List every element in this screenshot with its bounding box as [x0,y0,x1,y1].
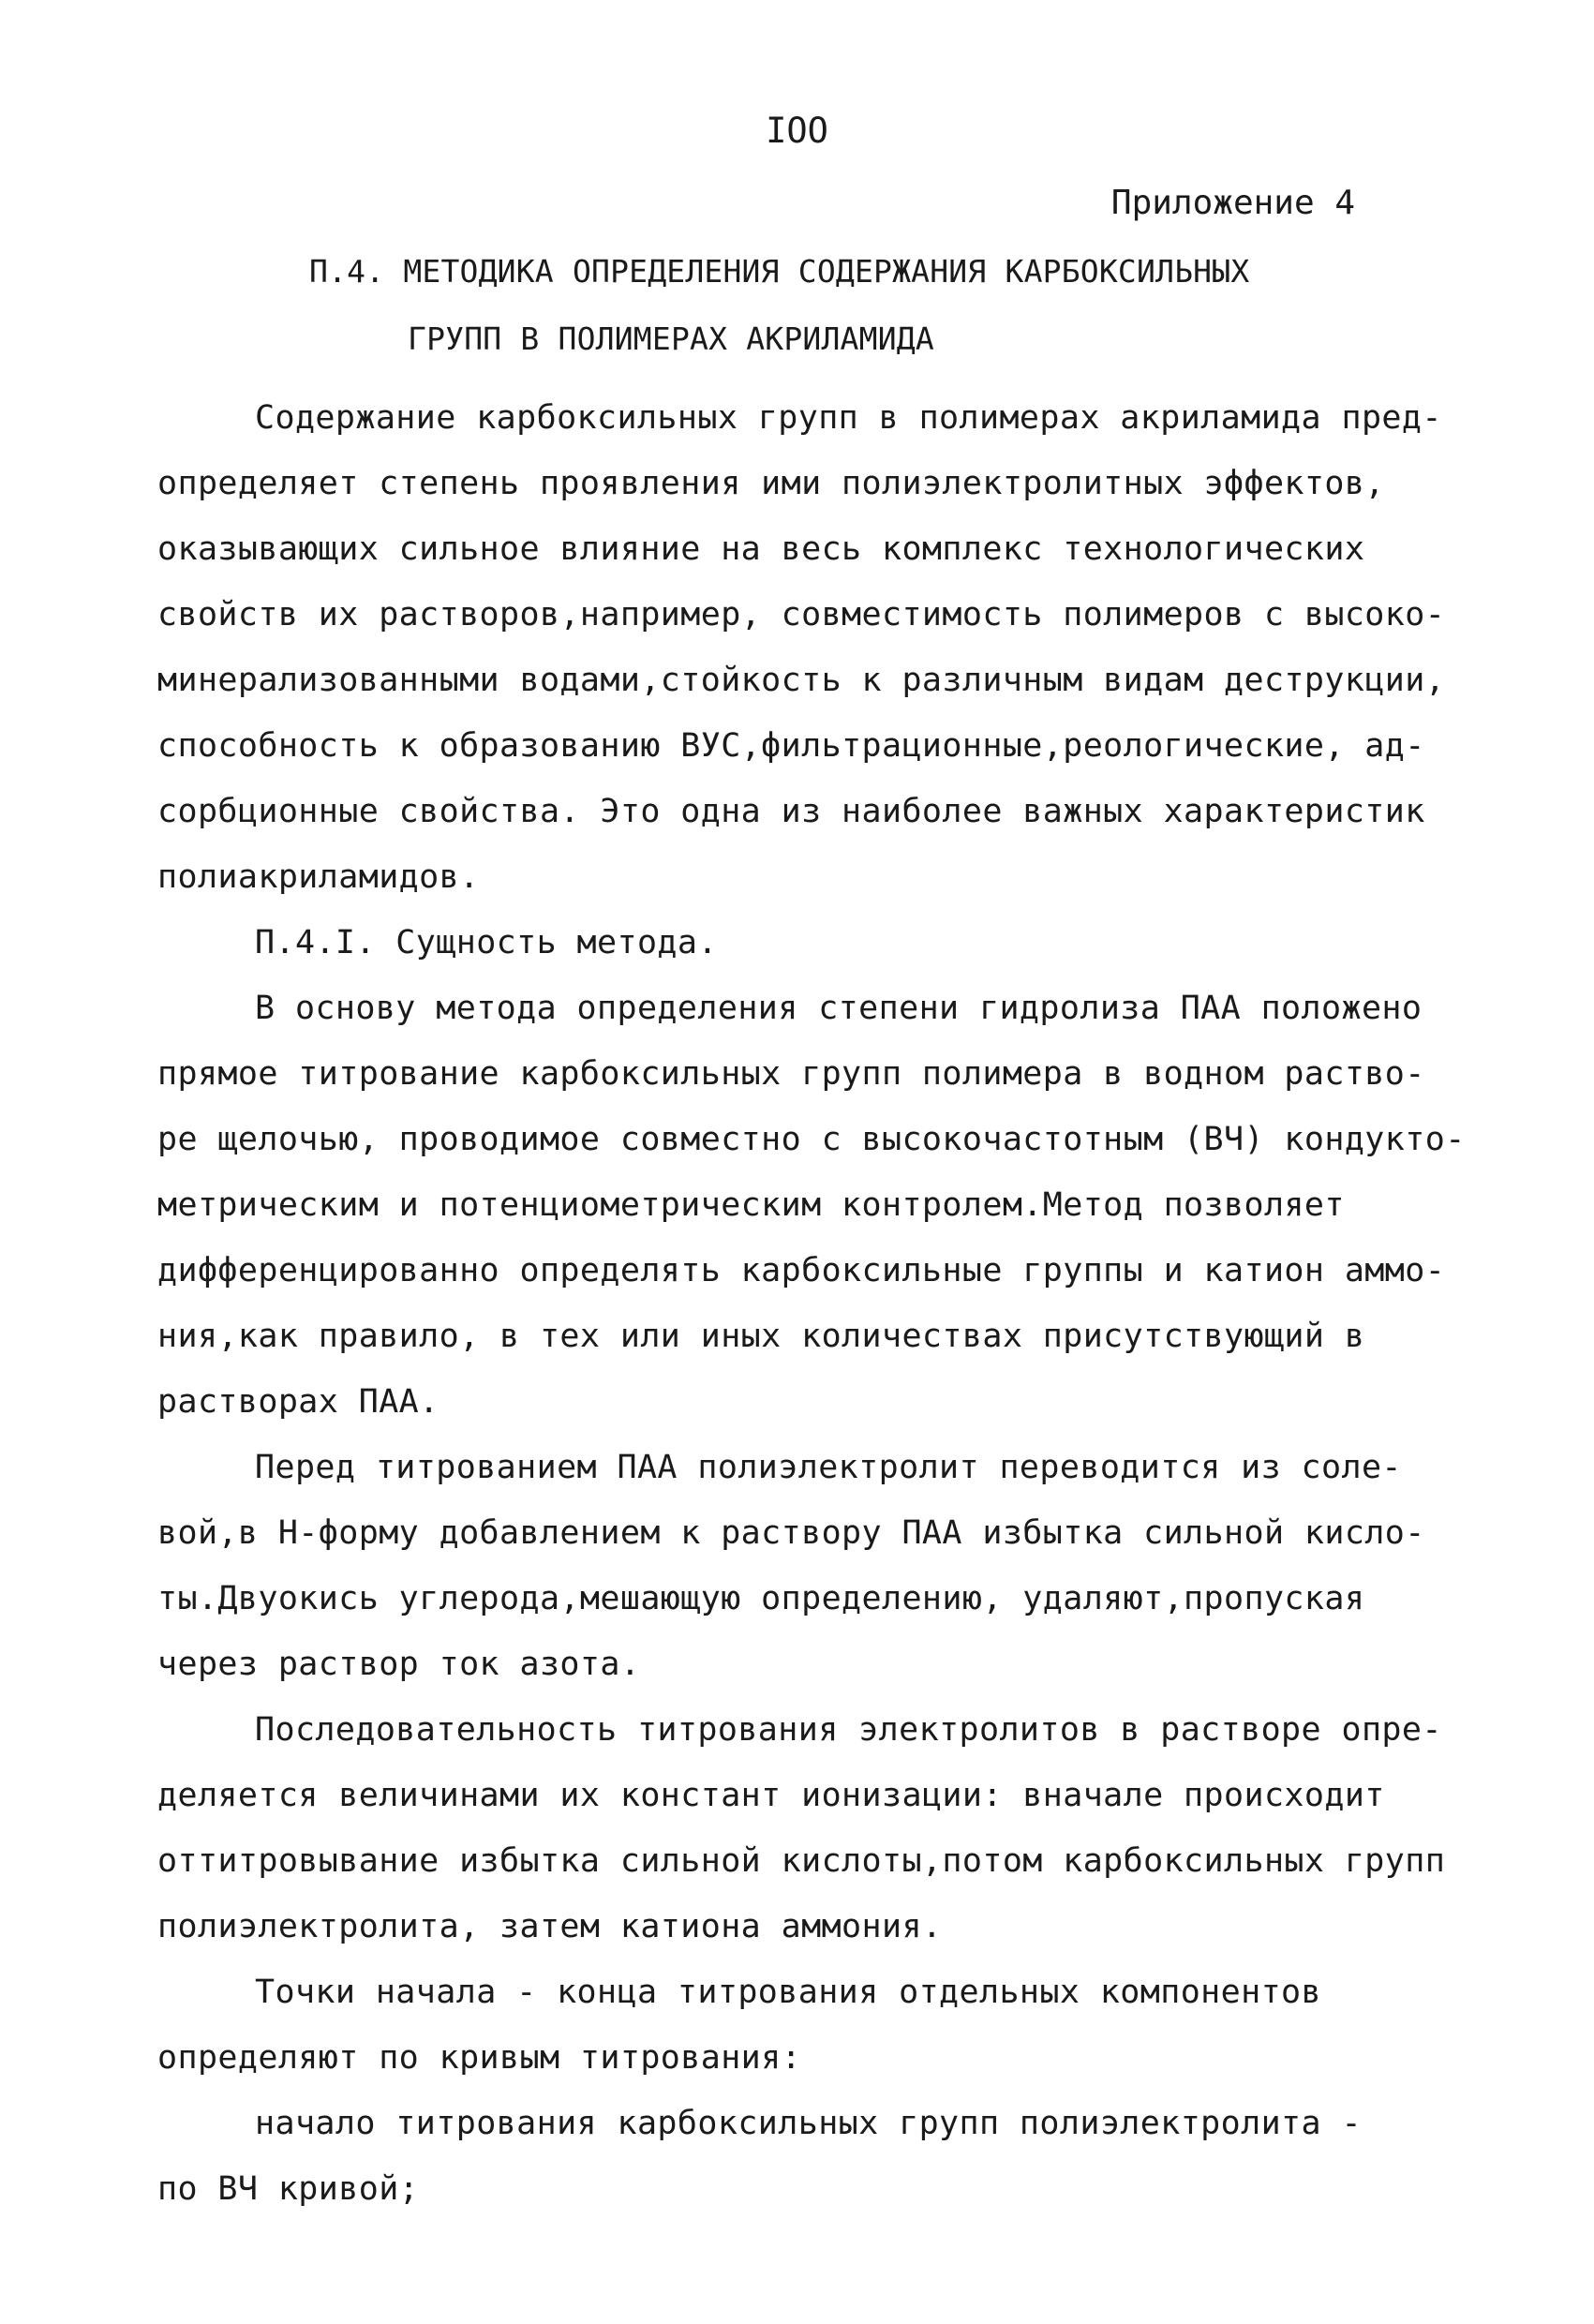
paragraph1-line: минерализованными водами,стойкость к различным видам деструкции, [157,662,1446,699]
page-number: IOO [766,111,828,151]
paragraph4-line: деляется величинами их констант ионизации: вначале происходит [157,1777,1385,1814]
paragraph4-line: полиэлектролита, затем катиона аммония. [157,1908,943,1945]
paragraph6-line: начало титрования карбоксильных групп полиэлектролита - [255,2105,1362,2142]
paragraph3-line: ты.Двуокись углерода,мешающую определению, удаляют,пропуская [157,1580,1365,1617]
paragraph2-line: прямое титрование карбоксильных групп полимера в водном раство- [157,1055,1425,1093]
paragraph2-line: ре щелочью, проводимое совместно с высокочастотным (ВЧ) кондукто- [157,1121,1466,1158]
paragraph1-line: Содержание карбоксильных групп в полимерах акриламида пред- [255,399,1442,437]
paragraph3-line: через раствор ток азота. [157,1646,641,1683]
paragraph2-line: В основу метода определения степени гидролиза ПАА положено [255,990,1423,1027]
appendix-label: Приложение 4 [1110,184,1355,222]
paragraph2-line: дифференцированно определять карбоксильные группы и катион аммо- [157,1252,1446,1289]
paragraph2-line: ния,как правило, в тех или иных количествах присутствующий в [157,1318,1365,1355]
paragraph1-line: определяет степень проявления ими полиэлектролитных эффектов, [157,465,1385,502]
title-line-2: ГРУПП В ПОЛИМЕРАХ АКРИЛАМИДА [408,320,934,357]
paragraph1-line: способность к образованию ВУС,фильтрационные,реологические, ад- [157,727,1425,765]
section-heading: П.4.I. Сущность метода. [255,924,718,961]
paragraph5-line: определяют по кривым титрования: [157,2039,802,2077]
paragraph3-line: вой,в Н-форму добавлением к раствору ПАА избытка сильной кисло- [157,1514,1425,1552]
paragraph1-line: полиакриламидов. [157,858,480,896]
paragraph6-line: по ВЧ кривой; [157,2170,420,2208]
paragraph2-line: растворах ПАА. [157,1383,439,1421]
paragraph1-line: сорбционные свойства. Это одна из наиболее важных характеристик [157,793,1425,830]
paragraph2-line: метрическим и потенциометрическим контролем.Метод позволяет [157,1186,1345,1224]
paragraph4-line: Последовательность титрования электролитов в растворе опре- [255,1711,1442,1749]
paragraph5-line: Точки начала - конца титрования отдельных компонентов [255,1974,1322,2011]
paragraph3-line: Перед титрованием ПАА полиэлектролит переводится из соле- [255,1449,1402,1486]
title-line-1: П.4. МЕТОДИКА ОПРЕДЕЛЕНИЯ СОДЕРЖАНИЯ КАРБОКСИЛЬНЫХ [309,253,1250,290]
paragraph1-line: свойств их растворов,например, совместимость полимеров с высоко- [157,596,1446,633]
paragraph1-line: оказывающих сильное влияние на весь комплекс технологических [157,530,1365,568]
paragraph4-line: оттитровывание избытка сильной кислоты,потом карбоксильных групп [157,1842,1446,1880]
